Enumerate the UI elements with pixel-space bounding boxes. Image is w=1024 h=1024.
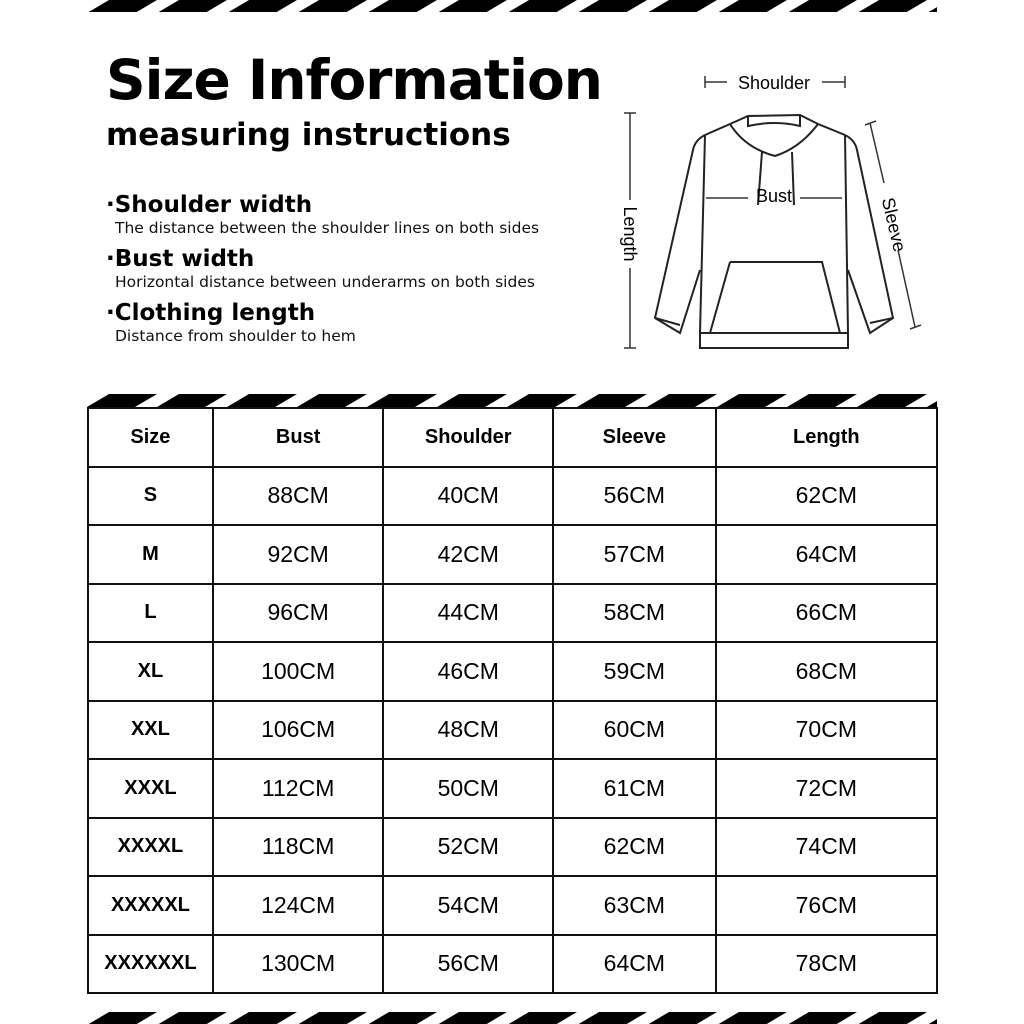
measurement-cell: 61CM — [553, 759, 716, 818]
table-row — [88, 584, 937, 643]
measurement-cell: 68CM — [716, 642, 937, 701]
hoodie-diagram — [600, 60, 940, 360]
measurement-cell: 50CM — [383, 759, 553, 818]
size-cell: XXXL — [88, 759, 213, 818]
measurement-cell: 106CM — [213, 701, 384, 760]
measurement-cell: 60CM — [553, 701, 716, 760]
diagram-label-shoulder: Shoulder — [737, 73, 811, 93]
size-cell: XXXXXL — [88, 876, 213, 935]
measurement-cell: 40CM — [383, 467, 553, 526]
measurement-cell: 63CM — [553, 876, 716, 935]
measurement-cell: 78CM — [716, 935, 937, 994]
diagram-label-sleeve: Sleeve — [877, 195, 910, 254]
measurement-cell: 56CM — [383, 935, 553, 994]
measurement-cell: 52CM — [383, 818, 553, 877]
size-table — [87, 407, 938, 994]
column-header: Size — [88, 408, 213, 467]
size-cell: XXL — [88, 701, 213, 760]
instruction-title: ·Bust width — [106, 246, 255, 272]
measurement-cell: 100CM — [213, 642, 384, 701]
measurement-cell: 56CM — [553, 467, 716, 526]
column-header: Shoulder — [383, 408, 553, 467]
table-row — [88, 818, 937, 877]
measurement-cell: 112CM — [213, 759, 384, 818]
table-row — [88, 467, 937, 526]
instruction-desc: Horizontal distance between underarms on both sides — [115, 273, 535, 291]
measurement-cell: 58CM — [553, 584, 716, 643]
measurement-cell: 130CM — [213, 935, 384, 994]
instruction-title: ·Shoulder width — [106, 192, 313, 218]
size-cell: S — [88, 467, 213, 526]
table-row — [88, 525, 937, 584]
instruction-bust — [106, 245, 535, 291]
measurement-cell: 62CM — [553, 818, 716, 877]
instruction-desc: The distance between the shoulder lines on both sides — [115, 219, 540, 237]
table-row — [88, 759, 937, 818]
measurement-cell: 72CM — [716, 759, 937, 818]
measurement-cell: 64CM — [553, 935, 716, 994]
instruction-desc: Distance from shoulder to hem — [115, 327, 356, 345]
measurement-cell: 96CM — [213, 584, 384, 643]
hoodie-outline — [655, 115, 893, 348]
size-cell: XXXXL — [88, 818, 213, 877]
table-stripe-border — [87, 394, 937, 407]
diagram-label-bust: Bust — [755, 186, 793, 206]
measurement-cell: 59CM — [553, 642, 716, 701]
table-row — [88, 935, 937, 994]
size-cell: XL — [88, 642, 213, 701]
measurement-cell: 62CM — [716, 467, 937, 526]
instruction-length — [106, 299, 356, 345]
column-header: Bust — [213, 408, 384, 467]
column-header: Sleeve — [553, 408, 716, 467]
measurement-cell: 92CM — [213, 525, 384, 584]
measurement-cell: 88CM — [213, 467, 384, 526]
table-row — [88, 876, 937, 935]
table-row — [88, 701, 937, 760]
measurement-cell: 118CM — [213, 818, 384, 877]
measurement-cell: 42CM — [383, 525, 553, 584]
top-stripe-border — [87, 0, 937, 12]
measurement-cell: 57CM — [553, 525, 716, 584]
measurement-cell: 66CM — [716, 584, 937, 643]
measurement-cell: 76CM — [716, 876, 937, 935]
bottom-stripe-border — [87, 1012, 937, 1024]
measurement-cell: 70CM — [716, 701, 937, 760]
column-header: Length — [716, 408, 937, 467]
size-cell: L — [88, 584, 213, 643]
table-row — [88, 642, 937, 701]
measurement-cell: 124CM — [213, 876, 384, 935]
size-cell: M — [88, 525, 213, 584]
instruction-title: ·Clothing length — [106, 300, 316, 326]
measurement-cell: 54CM — [383, 876, 553, 935]
subtitle: measuring instructions — [106, 117, 511, 153]
table-header-row — [88, 408, 937, 467]
page-title: Size Information — [106, 48, 602, 112]
measurement-cell: 74CM — [716, 818, 937, 877]
measurement-cell: 48CM — [383, 701, 553, 760]
diagram-label-length: Length — [620, 206, 640, 262]
instruction-shoulder — [106, 191, 539, 237]
measurement-cell: 44CM — [383, 584, 553, 643]
size-cell: XXXXXXL — [88, 935, 213, 994]
measurement-cell: 64CM — [716, 525, 937, 584]
measurement-cell: 46CM — [383, 642, 553, 701]
